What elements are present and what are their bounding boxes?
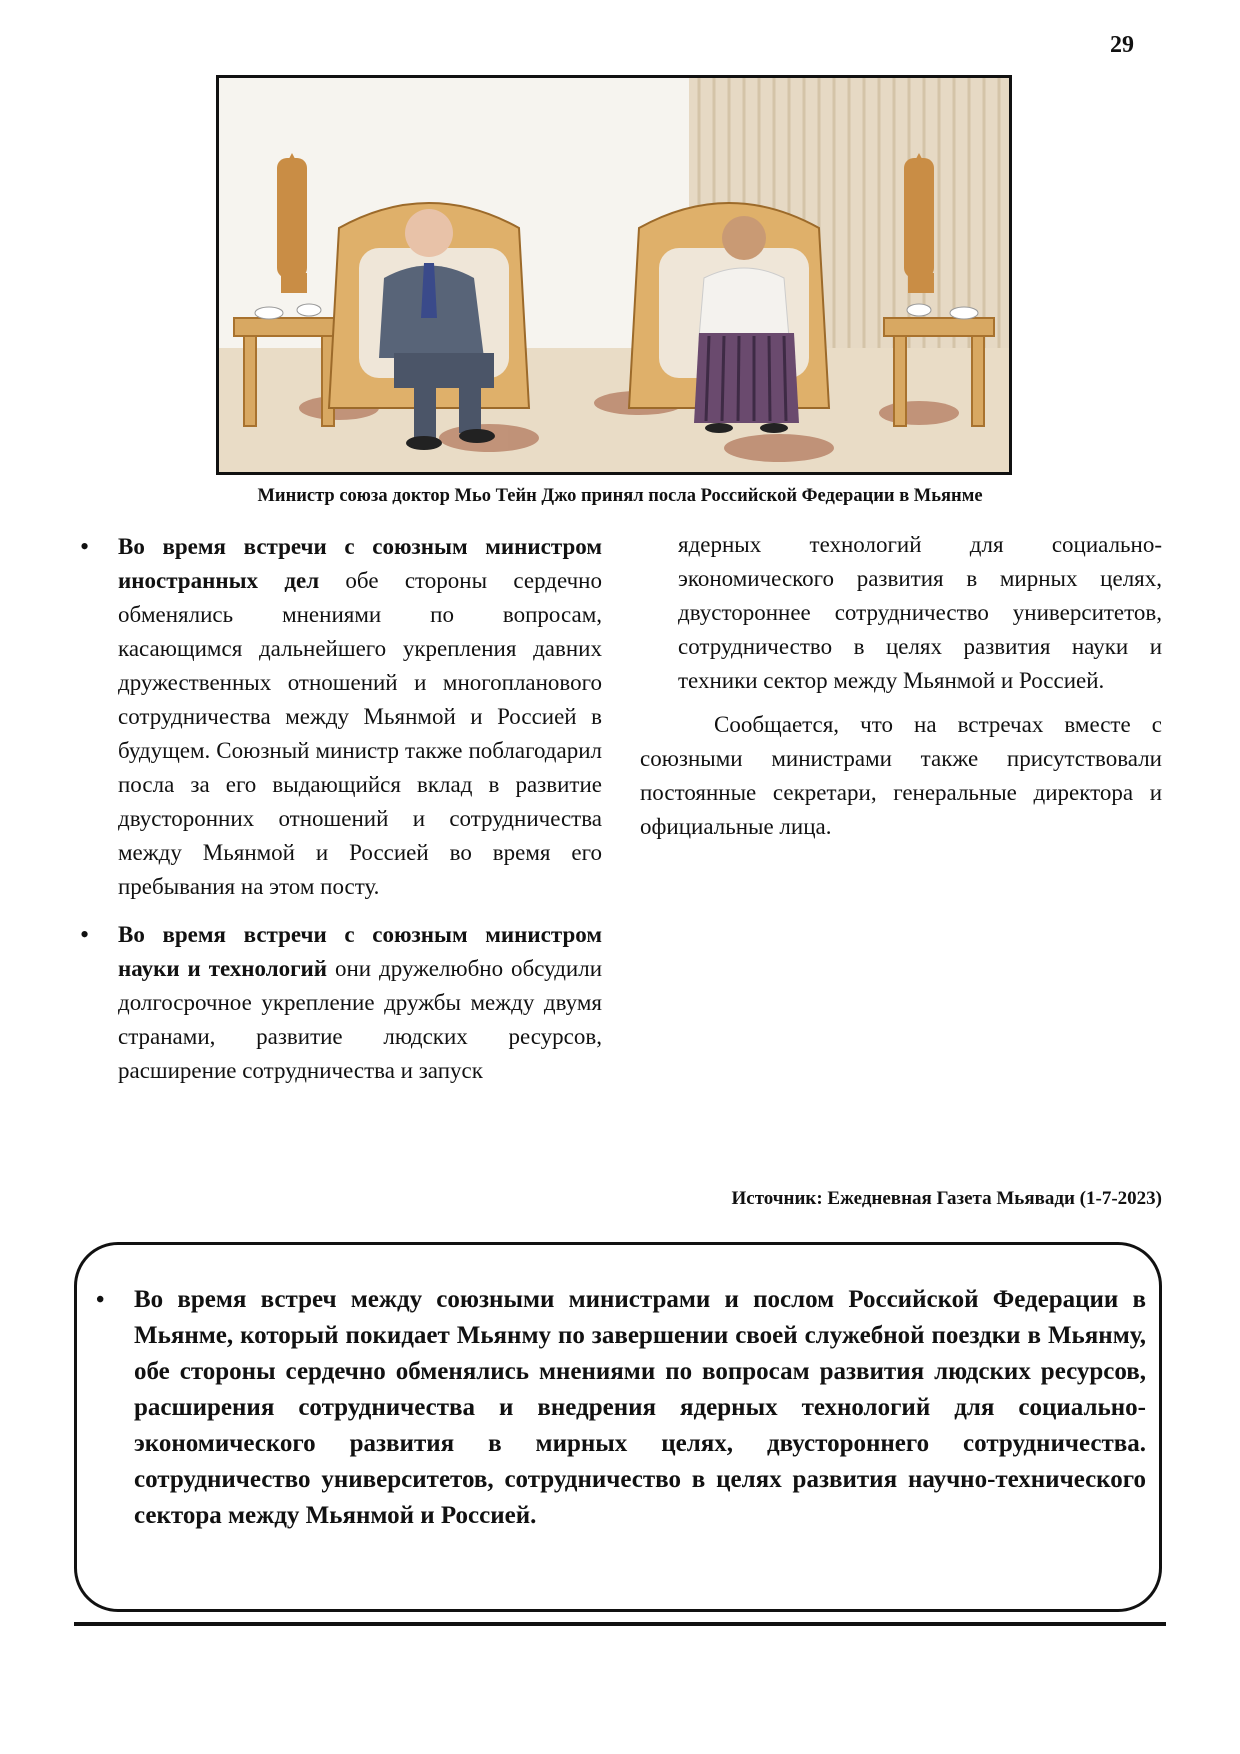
meeting-photo-illustration <box>219 78 1009 472</box>
bullet2-text: они дружелюбно обсудили долгосрочное укрепление дружбы между двумя странами, развитие людских ресурсов, расширение сотрудничества и запуск <box>118 956 603 1083</box>
page-number: 29 <box>1110 32 1134 58</box>
list-item-science-technology <box>80 918 602 1088</box>
summary-bullet: • <box>96 1287 105 1313</box>
bullet1-text: обе стороны сердечно обменялись мнениями по вопросам, касающимся дальнейшего укрепления давних дружественных отношений и многопланового сотрудничества между Мьянмой и Россией в будущем. Союзный министр также поблагодарил посла за его выдающийся вклад в развитие двусторонних отношений и сотрудничества между Мьянмой и Россией во время его пребывания на этом посту. <box>118 568 602 899</box>
bullet1-lead: Во время встречи с союзным министром иностранных дел <box>118 534 602 593</box>
summary-text: Во время встреч между союзными министрами и послом Российской Федерации в Мьянме, который покидает Мьянму по завершении своей служебной поездки в Мьянму, обе стороны сердечно обменялись мнениями по вопросам развития людских ресурсов, расширения сотрудничества и внедрения ядерных технологий для социально-экономического развития в мирных целях, двустороннего сотрудничества. сотрудничество университетов, сотрудничество в целях развития научно-технического сектора между Мьянмой и Россией. <box>134 1286 1146 1529</box>
left-column <box>80 530 602 1102</box>
bullet2-continuation: ядерных технологий для социально-экономического развития в мирных целях, двустороннее сотрудничество университетов, сотрудничество в целях развития науки и техники сектор между Мьянмой и Россией. <box>678 532 1162 693</box>
photo-caption: Министр союза доктор Мьо Тейн Джо принял посла Российской Федерации в Мьянме <box>257 486 983 506</box>
closing-paragraph: Сообщается, что на встречах вместе с союзными министрами также присутствовали постоянные секретари, генеральные директора и официальные лица. <box>640 712 1162 839</box>
meeting-photo <box>216 75 1012 475</box>
list-item-foreign-affairs <box>80 530 602 904</box>
bullet2-lead: Во время встречи с союзным министром науки и технологий <box>118 922 602 981</box>
summary-text-block <box>96 1282 1146 1534</box>
bottom-rule <box>74 1622 1166 1626</box>
source-citation: Источник: Ежедневная Газета Мьявади (1-7-2023) <box>731 1188 1162 1209</box>
right-column <box>640 528 1162 844</box>
bullet-list <box>80 530 602 1088</box>
